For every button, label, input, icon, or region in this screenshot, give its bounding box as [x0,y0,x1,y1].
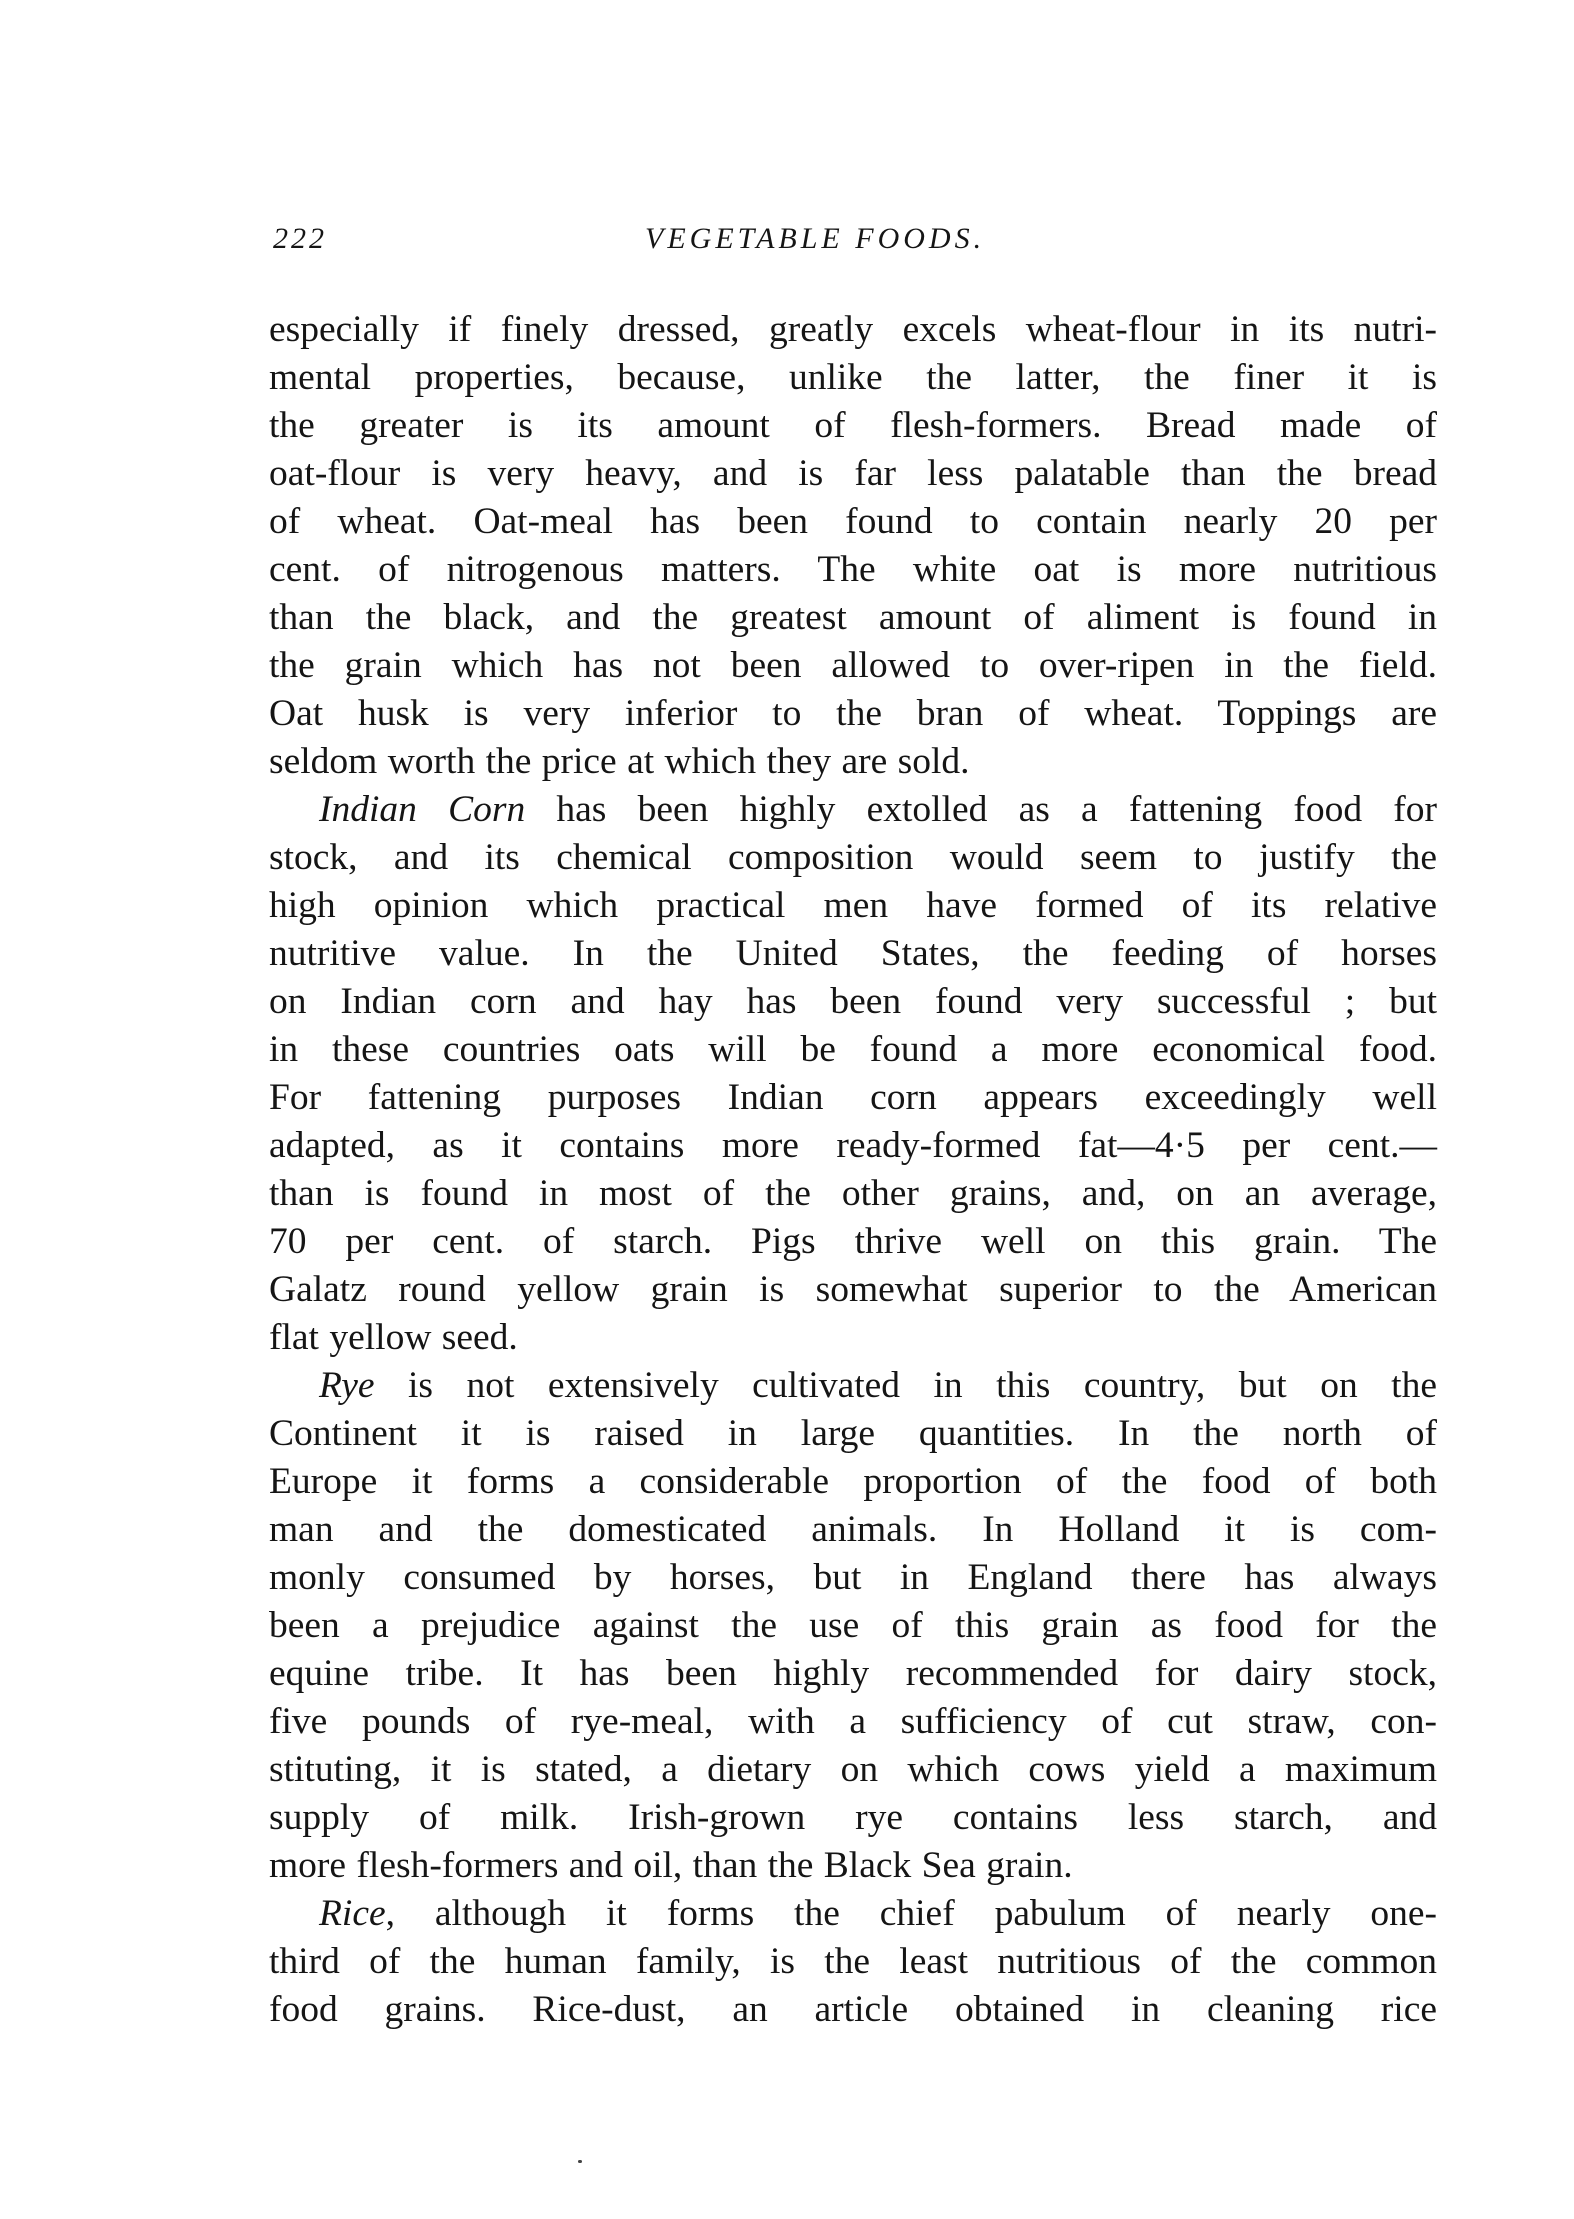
line-text: , although it forms the chief pabulum of nearly one- [385,1893,1437,1934]
line-text: especially if finely dressed, greatly excels wheat-flour in its nutri- [269,309,1437,350]
line-text: third of the human family, is the least nutritious of the common [269,1941,1437,1982]
line-text: has been highly extolled as a fattening food for [525,789,1437,830]
text-line [269,498,1437,546]
text-line [269,1746,1437,1794]
text-line [269,834,1437,882]
text-line [269,594,1437,642]
text-line [269,1314,1437,1362]
line-text: food grains. Rice-dust, an article obtained in cleaning rice [269,1989,1437,2030]
text-line [269,1650,1437,1698]
line-text: nutritive value. In the United States, the feeding of horses [269,933,1437,974]
ink-speck [578,2160,582,2163]
line-text: than is found in most of the other grains, and, on an average, [269,1173,1437,1214]
text-line [269,1458,1437,1506]
text-line [269,1266,1437,1314]
line-text: of wheat. Oat-meal has been found to contain nearly 20 per [269,501,1437,542]
text-line [269,1362,1437,1410]
italic-term: Indian Corn [319,789,526,830]
text-line [269,1602,1437,1650]
text-line [269,1074,1437,1122]
line-text: mental properties, because, unlike the latter, the finer it is [269,357,1437,398]
line-text: seldom worth the price at which they are sold. [269,741,970,782]
text-line [269,1794,1437,1842]
line-text: in these countries oats will be found a more economical food. [269,1029,1437,1070]
line-text: adapted, as it contains more ready-formed fat—4·5 per cent.— [269,1125,1437,1166]
line-text: more flesh-formers and oil, than the Black Sea grain. [269,1845,1073,1886]
text-line [269,1170,1437,1218]
text-line [269,786,1437,834]
line-text: monly consumed by horses, but in England there has always [269,1557,1437,1598]
line-text: equine tribe. It has been highly recommended for dairy stock, [269,1653,1437,1694]
line-text: than the black, and the greatest amount of aliment is found in [269,597,1437,638]
text-line [269,354,1437,402]
text-line [269,1698,1437,1746]
line-text: stituting, it is stated, a dietary on which cows yield a maximum [269,1749,1437,1790]
text-line [269,402,1437,450]
text-line [269,642,1437,690]
line-text: been a prejudice against the use of this grain as food for the [269,1605,1437,1646]
line-text: stock, and its chemical composition would seem to justify the [269,837,1437,878]
text-line [269,1890,1437,1938]
text-line [269,306,1437,354]
text-line [269,1554,1437,1602]
text-line [269,690,1437,738]
text-line [269,738,1437,786]
line-text: Europe it forms a considerable proportion of the food of both [269,1461,1437,1502]
running-header [270,222,1438,262]
line-text: 70 per cent. of starch. Pigs thrive well on this grain. The [269,1221,1437,1262]
line-text: Galatz round yellow grain is somewhat superior to the American [269,1269,1437,1310]
line-text: is not extensively cultivated in this country, but on the [374,1365,1437,1406]
line-text: flat yellow seed. [269,1317,518,1358]
page-number: 222 [273,222,327,255]
text-line [269,1938,1437,1986]
line-text: supply of milk. Irish-grown rye contains less starch, and [269,1797,1437,1838]
text-line [269,1410,1437,1458]
text-line [269,1506,1437,1554]
text-line [269,1218,1437,1266]
line-text: oat-flour is very heavy, and is far less palatable than the bread [269,453,1437,494]
line-text: cent. of nitrogenous matters. The white oat is more nutritious [269,549,1437,590]
line-text: on Indian corn and hay has been found very successful ; but [269,981,1437,1022]
line-text: Continent it is raised in large quantities. In the north of [269,1413,1437,1454]
text-line [269,1986,1437,2034]
text-line [269,978,1437,1026]
italic-term: Rice [319,1893,386,1934]
text-line [269,450,1437,498]
line-text: the grain which has not been allowed to over-ripen in the field. [269,645,1437,686]
text-line [269,546,1437,594]
line-text: man and the domesticated animals. In Holland it is com- [269,1509,1437,1550]
text-line [269,1122,1437,1170]
text-line [269,1026,1437,1074]
running-title: VEGETABLE FOODS. [645,222,986,255]
text-line [269,1842,1437,1890]
line-text: five pounds of rye-meal, with a sufficiency of cut straw, con- [269,1701,1437,1742]
line-text: high opinion which practical men have formed of its relative [269,885,1437,926]
page-body-text [269,306,1437,2034]
line-text: the greater is its amount of flesh-formers. Bread made of [269,405,1437,446]
italic-term: Rye [319,1365,375,1406]
text-line [269,882,1437,930]
text-line [269,930,1437,978]
line-text: Oat husk is very inferior to the bran of wheat. Toppings are [269,693,1437,734]
line-text: For fattening purposes Indian corn appears exceedingly well [269,1077,1437,1118]
